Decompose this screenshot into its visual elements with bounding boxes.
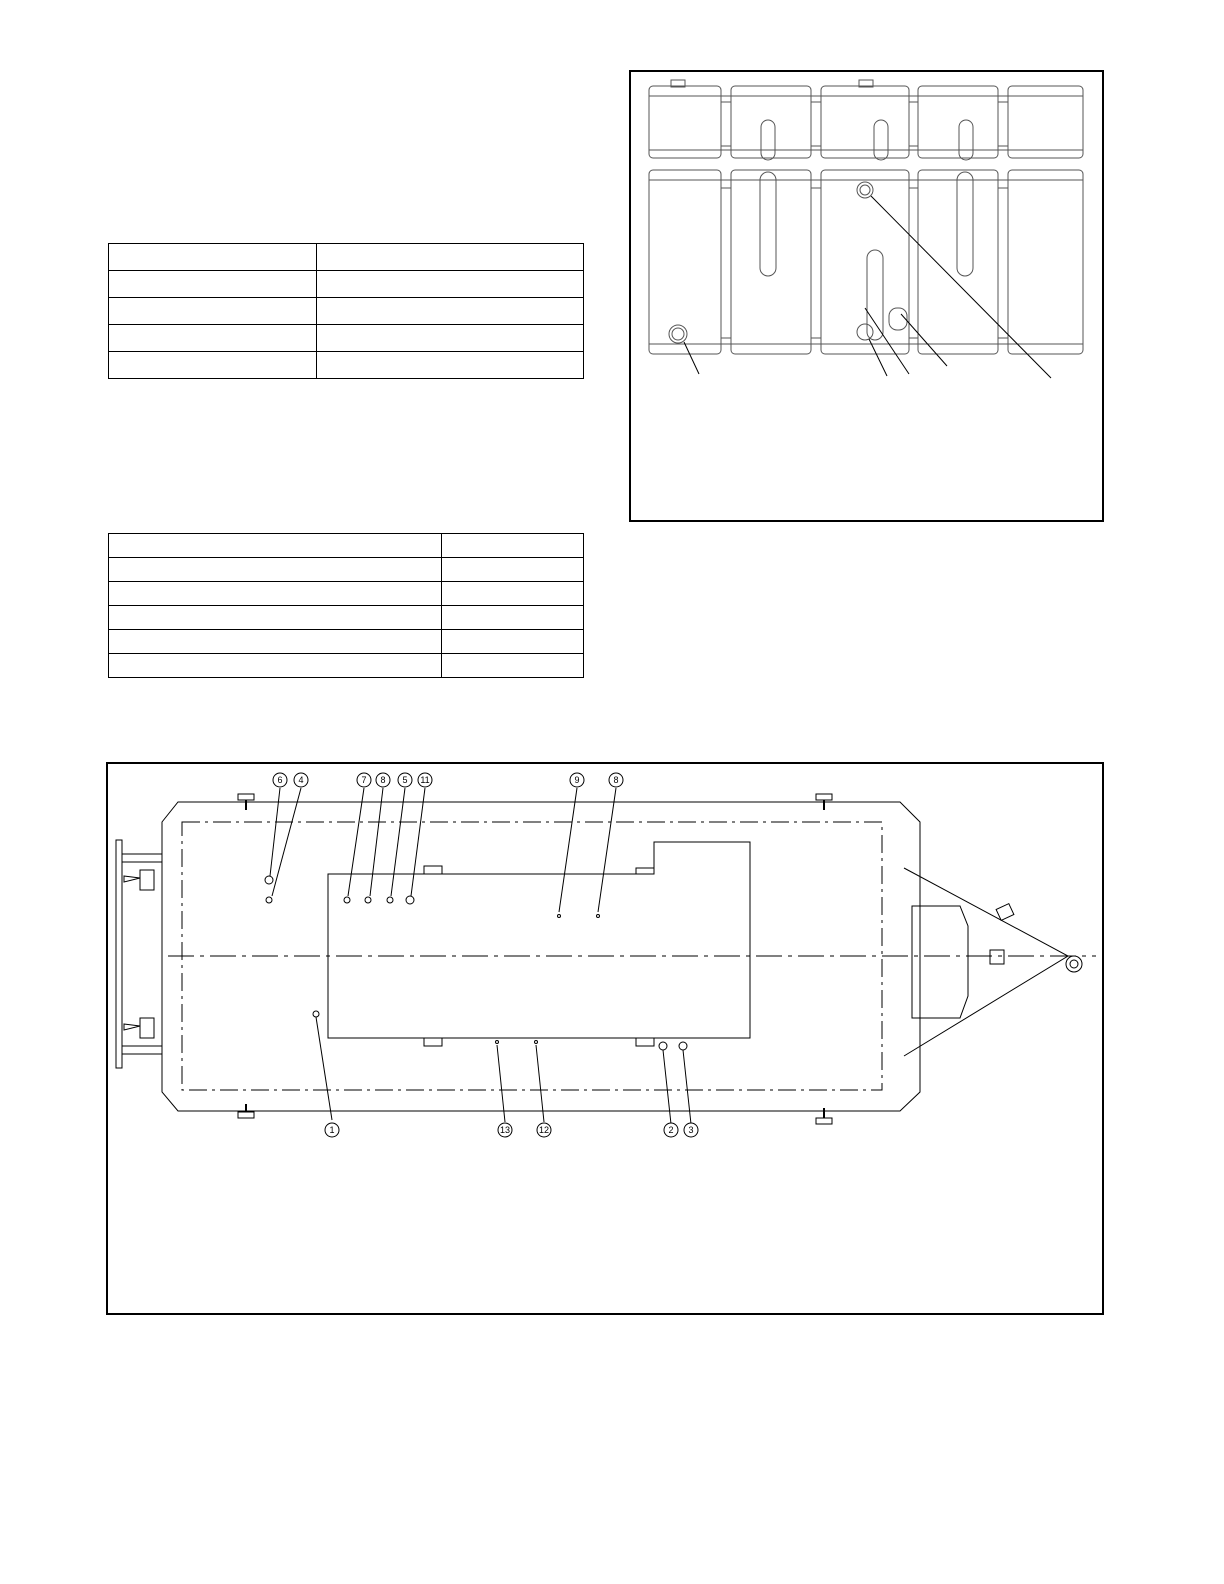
- table-row: [109, 582, 584, 606]
- leader-line: [869, 339, 887, 376]
- tail-light: [140, 1018, 154, 1038]
- oval-port: [889, 308, 907, 330]
- port-circle: [857, 324, 873, 340]
- tank-figure: [629, 70, 1104, 522]
- callout-label: 12: [538, 1125, 550, 1135]
- callout-label: 8: [380, 775, 386, 785]
- leader-line: [865, 308, 909, 374]
- callout-label: 7: [361, 775, 367, 785]
- table-row: [109, 534, 584, 558]
- port-circle: [857, 182, 873, 198]
- fitting-marker: [265, 876, 273, 884]
- callout-label: 5: [402, 775, 408, 785]
- table-row: [109, 271, 584, 298]
- tank-bottom-section: [1008, 170, 1083, 354]
- hitch-coupler: [1066, 956, 1082, 972]
- tail-light: [140, 870, 154, 890]
- callout-label: 4: [298, 775, 304, 785]
- tank-bottom-section: [918, 170, 998, 354]
- tank-drawing: [631, 72, 1102, 520]
- table-row: [109, 352, 584, 379]
- leader-line: [871, 196, 1051, 378]
- callout-label: 3: [688, 1125, 694, 1135]
- generator-outline: [328, 842, 750, 1038]
- trailer-tongue: [904, 868, 1068, 1056]
- callout-label: 9: [574, 775, 580, 785]
- leader-line: [901, 314, 947, 366]
- tank-top-section: [918, 86, 998, 158]
- tank-top-section: [731, 86, 811, 158]
- callout-label: 6: [277, 775, 283, 785]
- trailer-drawing: [108, 764, 1102, 1313]
- table-row: [109, 298, 584, 325]
- tank-bottom-section: [649, 170, 721, 354]
- table-row: [109, 244, 584, 271]
- callout-label: 13: [499, 1125, 511, 1135]
- callout-label: 2: [668, 1125, 674, 1135]
- trailer-figure: [106, 762, 1104, 1315]
- rear-bumper: [116, 840, 122, 1068]
- table-row: [109, 558, 584, 582]
- table-a: [108, 243, 584, 379]
- tank-top-section: [1008, 86, 1083, 158]
- callout-label: 8: [613, 775, 619, 785]
- table-row: [109, 630, 584, 654]
- callout-label: 11: [420, 775, 430, 785]
- table-row: [109, 606, 584, 630]
- callout-label: 1: [329, 1125, 335, 1135]
- tank-top-section: [649, 86, 721, 158]
- table-row: [109, 654, 584, 678]
- leader-line: [684, 342, 699, 374]
- table-row: [109, 325, 584, 352]
- tank-top-section: [821, 86, 909, 158]
- tank-bottom-section: [731, 170, 811, 354]
- table-b: [108, 533, 584, 678]
